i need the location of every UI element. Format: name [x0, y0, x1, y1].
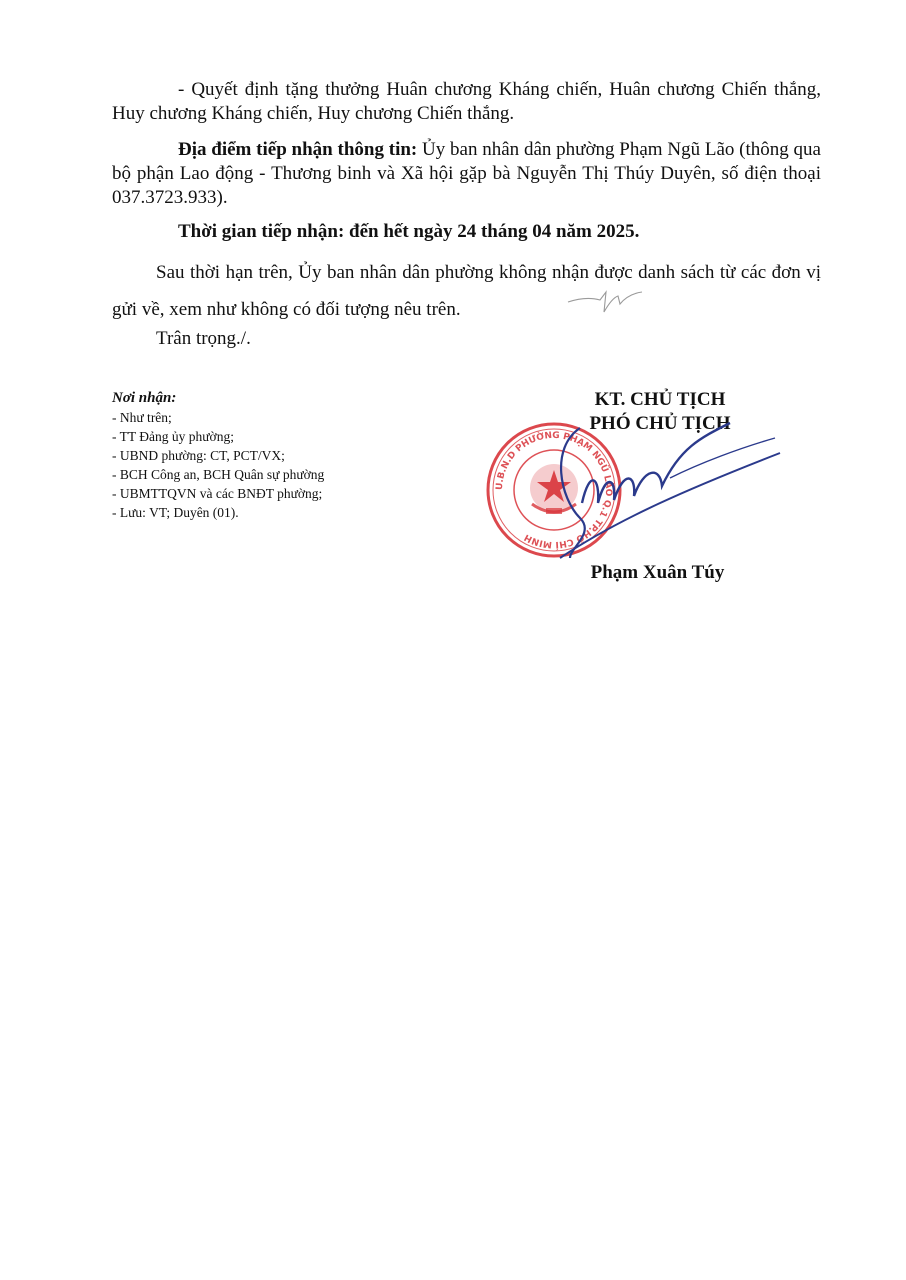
handwritten-signature: [540, 408, 790, 568]
location-text: Ủy ban nhân dân phường Phạm Ngũ Lão (thông qua bộ phận Lao động - Thương binh và Xã hội gặp bà Nguyễn Thị Thúy Duyên, số điện thoại 037.3723.933).: [112, 139, 821, 208]
initials-mark: [566, 284, 644, 316]
deadline-paragraph: Thời gian tiếp nhận: đến hết ngày 24 tháng 04 năm 2025.: [178, 221, 640, 242]
location-label: Địa điểm tiếp nhận thông tin:: [178, 139, 418, 160]
signer-name: Phạm Xuân Túy: [590, 562, 725, 583]
signature-title-line2: PHÓ CHỦ TỊCH: [589, 413, 731, 434]
recipients-heading: Nơi nhận:: [112, 390, 177, 406]
recipient-item: - UBMTTQVN và các BNĐT phường;: [112, 486, 323, 501]
recipient-item: - TT Đảng ủy phường;: [112, 429, 234, 444]
signature-title-line1: KT. CHỦ TỊCH: [594, 389, 726, 410]
recipients-list: [112, 389, 432, 522]
awards-paragraph: - Quyết định tặng thưởng Huân chương Kháng chiến, Huân chương Chiến thắng, Huy chương Kháng chiến, Huy chương Chiến thắng.: [112, 79, 821, 124]
recipient-item: - Lưu: VT; Duyên (01).: [112, 505, 239, 520]
seal-text: U.B.N.D PHƯỜNG PHẠM NGŨ LÃO Q.1 TP.HỒ CHÍ MINH: [494, 430, 614, 550]
closing-paragraph: Trân trọng./.: [156, 328, 251, 349]
location-paragraph: [112, 138, 821, 210]
recipient-item: - UBND phường: CT, PCT/VX;: [112, 448, 285, 463]
recipient-item: - BCH Công an, BCH Quân sự phường: [112, 467, 325, 482]
recipient-item: - Như trên;: [112, 410, 172, 425]
notice-paragraph: Sau thời hạn trên, Ủy ban nhân dân phường không nhận được danh sách từ các đơn vị gửi về, xem như không có đối tượng nêu trên.: [112, 262, 821, 320]
